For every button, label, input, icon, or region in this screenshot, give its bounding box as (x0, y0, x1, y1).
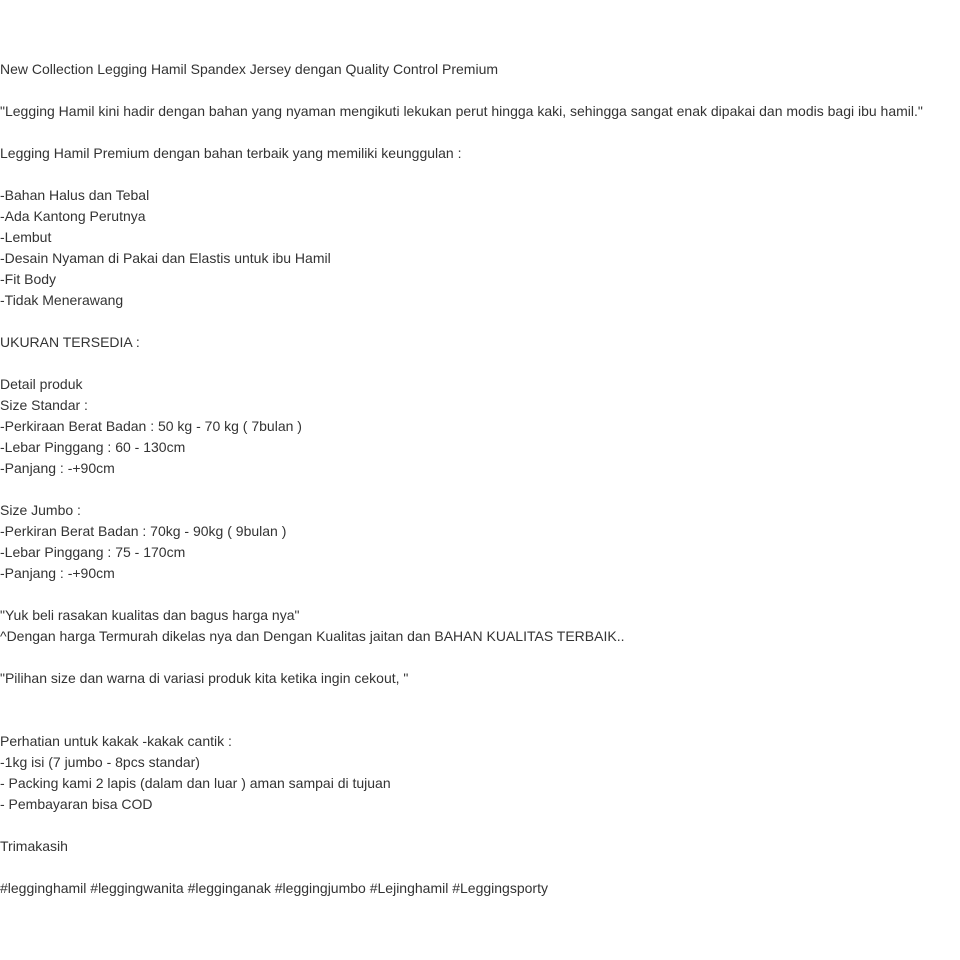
feature-item: -Ada Kantong Perutnya (0, 208, 146, 224)
size-standard-heading: Size Standar : (0, 397, 88, 413)
blank-line (0, 815, 958, 836)
blank-line (0, 479, 958, 500)
blank-line (0, 857, 958, 878)
blank-line (0, 164, 958, 185)
size-jumbo-heading: Size Jumbo : (0, 502, 81, 518)
feature-item: -Desain Nyaman di Pakai dan Elastis untuk ibu Hamil (0, 250, 331, 266)
promo-quote: "Yuk beli rasakan kualitas dan bagus harga nya" (0, 607, 300, 623)
blank-line (0, 689, 958, 710)
blank-line (0, 710, 958, 731)
promo-text: ^Dengan harga Termurah dikelas nya dan Dengan Kualitas jaitan dan BAHAN KUALITAS TERBAIK.. (0, 628, 625, 644)
description-title: New Collection Legging Hamil Spandex Jersey dengan Quality Control Premium (0, 61, 499, 77)
feature-item: -Bahan Halus dan Tebal (0, 187, 150, 203)
thanks-text: Trimakasih (0, 838, 68, 854)
size-standard-length: -Panjang : -+90cm (0, 460, 115, 476)
feature-item: -Tidak Menerawang (0, 292, 124, 308)
feature-item: -Lembut (0, 229, 52, 245)
blank-line (0, 353, 958, 374)
size-jumbo-weight: -Perkiran Berat Badan : 70kg - 90kg ( 9bulan ) (0, 523, 287, 539)
product-detail-heading: Detail produk (0, 376, 83, 392)
variant-note: "Pilihan size dan warna di variasi produk kita ketika ingin cekout, " (0, 670, 409, 686)
blank-line (0, 311, 958, 332)
blank-line (0, 122, 958, 143)
notice-item: - Packing kami 2 lapis (dalam dan luar ) aman sampai di tujuan (0, 775, 391, 791)
product-description (0, 59, 958, 899)
features-heading: Legging Hamil Premium dengan bahan terbaik yang memiliki keunggulan : (0, 145, 462, 161)
sizes-heading: UKURAN TERSEDIA : (0, 334, 140, 350)
size-jumbo-waist: -Lebar Pinggang : 75 - 170cm (0, 544, 186, 560)
size-jumbo-length: -Panjang : -+90cm (0, 565, 115, 581)
feature-item: -Fit Body (0, 271, 57, 287)
size-standard-waist: -Lebar Pinggang : 60 - 130cm (0, 439, 186, 455)
blank-line (0, 80, 958, 101)
description-quote: "Legging Hamil kini hadir dengan bahan yang nyaman mengikuti lekukan perut hingga kaki, sehingga sangat enak dipakai dan modis bagi ibu hamil." (0, 103, 923, 119)
notice-item: - Pembayaran bisa COD (0, 796, 153, 812)
notice-item: -1kg isi (7 jumbo - 8pcs standar) (0, 754, 200, 770)
blank-line (0, 647, 958, 668)
blank-line (0, 584, 958, 605)
hashtags: #legginghamil #leggingwanita #legginganak #leggingjumbo #Lejinghamil #Leggingsporty (0, 880, 548, 896)
size-standard-weight: -Perkiraan Berat Badan : 50 kg - 70 kg ( 7bulan ) (0, 418, 302, 434)
notice-heading: Perhatian untuk kakak -kakak cantik : (0, 733, 232, 749)
